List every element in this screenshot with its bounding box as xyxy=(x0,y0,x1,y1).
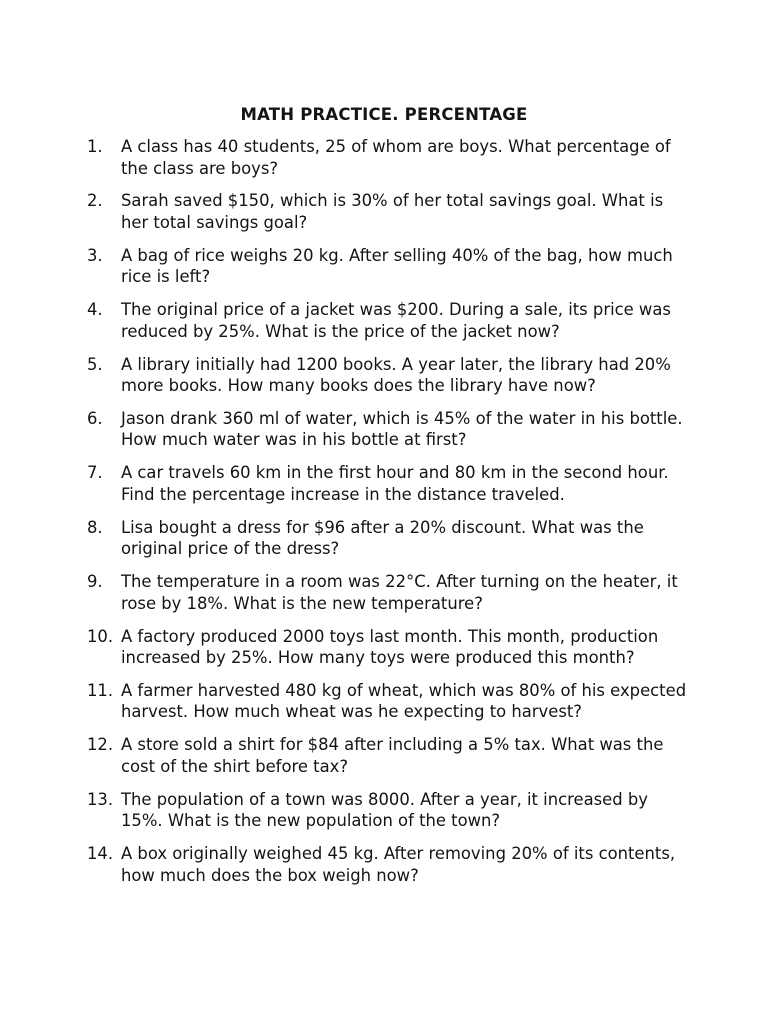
question-item-1 xyxy=(87,136,687,179)
question-item-5 xyxy=(87,354,687,397)
question-item-13 xyxy=(87,789,687,832)
question-text: A box originally weighed 45 kg. After removing 20% of its contents, how much does the box weigh now? xyxy=(121,844,676,885)
question-number: 4. xyxy=(87,300,103,320)
question-item-8 xyxy=(87,517,687,560)
question-text: The temperature in a room was 22°C. After turning on the heater, it rose by 18%. What is the new temperature? xyxy=(121,572,678,613)
question-number: 8. xyxy=(87,517,103,537)
question-number: 1. xyxy=(87,137,103,156)
question-text: Jason drank 360 ml of water, which is 45% of the water in his bottle. How much water was in his bottle at first? xyxy=(121,408,683,450)
question-list xyxy=(87,136,687,897)
question-number: 13. xyxy=(87,789,114,809)
question-item-9 xyxy=(87,571,687,614)
question-number: 10. xyxy=(87,626,114,646)
question-text: A factory produced 2000 toys last month. This month, production increased by 25%. How many toys were produced this month? xyxy=(121,626,659,668)
question-number: 14. xyxy=(87,844,114,864)
question-item-12 xyxy=(87,734,687,777)
question-text: A farmer harvested 480 kg of wheat, which was 80% of his expected harvest. How much wheat was he expecting to harvest? xyxy=(121,680,687,722)
question-number: 12. xyxy=(87,735,114,755)
question-text: The original price of a jacket was $200. During a sale, its price was reduced by 25%. What is the price of the jacket now? xyxy=(121,300,671,341)
question-text: Sarah saved $150, which is 30% of her total savings goal. What is her total savings goal? xyxy=(121,191,664,232)
question-text: A class has 40 students, 25 of whom are boys. What percentage of the class are boys? xyxy=(121,137,671,178)
question-number: 5. xyxy=(87,354,103,374)
question-item-6 xyxy=(87,408,687,451)
question-text: Lisa bought a dress for $96 after a 20% discount. What was the original price of the dress? xyxy=(121,517,644,559)
question-text: A library initially had 1200 books. A year later, the library had 20% more books. How many books does the library have now? xyxy=(121,354,671,396)
question-item-10 xyxy=(87,626,687,669)
question-item-7 xyxy=(87,462,687,505)
question-text: A store sold a shirt for $84 after including a 5% tax. What was the cost of the shirt before tax? xyxy=(121,735,664,776)
question-item-11 xyxy=(87,680,687,723)
question-number: 9. xyxy=(87,572,103,592)
question-number: 2. xyxy=(87,191,103,211)
page-title: MATH PRACTICE. PERCENTAGE xyxy=(240,105,528,124)
question-text: A car travels 60 km in the first hour and 80 km in the second hour. Find the percentage increase in the distance traveled. xyxy=(121,463,669,504)
question-item-14 xyxy=(87,843,687,886)
question-number: 6. xyxy=(87,408,103,428)
question-number: 11. xyxy=(87,680,114,700)
question-number: 3. xyxy=(87,245,103,265)
question-text: The population of a town was 8000. After a year, it increased by 15%. What is the new population of the town? xyxy=(121,789,648,831)
question-item-2 xyxy=(87,190,687,233)
question-item-3 xyxy=(87,245,687,288)
question-text: A bag of rice weighs 20 kg. After selling 40% of the bag, how much rice is left? xyxy=(121,245,673,287)
question-number: 7. xyxy=(87,463,103,483)
question-item-4 xyxy=(87,299,687,342)
